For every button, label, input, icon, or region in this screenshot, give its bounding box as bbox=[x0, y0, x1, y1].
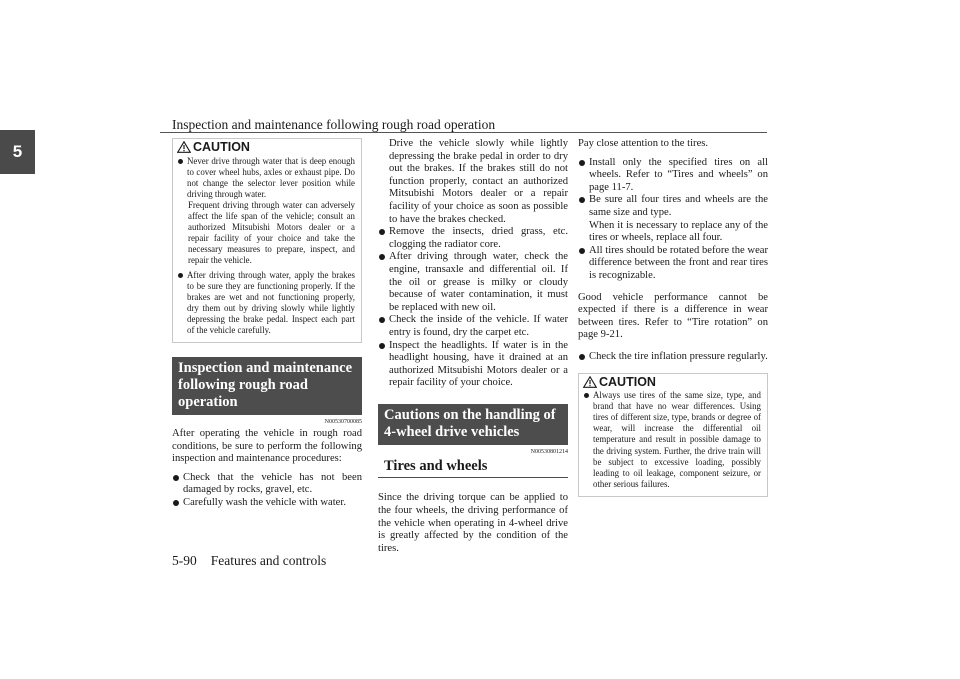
section-title: Inspection and maintenance following rough road operation bbox=[172, 357, 362, 415]
chapter-tab: 5 bbox=[0, 130, 35, 174]
caution-box-2 bbox=[578, 373, 768, 497]
warning-triangle-icon bbox=[583, 376, 597, 388]
list-item-text: When it is necessary to replace any of the tires or wheels, replace all four. bbox=[589, 219, 768, 244]
list-item-text: Check that the vehicle has not been damaged by rocks, gravel, etc. bbox=[183, 471, 362, 496]
list-item-text: Check the tire inflation pressure regularly. bbox=[589, 350, 768, 362]
bullet-icon bbox=[579, 197, 585, 203]
list-item-text: Install only the specified tires on all wheels. Refer to “Tires and wheels” on page 11-7. bbox=[589, 156, 768, 193]
reference-number: N00530801214 bbox=[530, 448, 568, 455]
caution-item bbox=[177, 156, 355, 200]
warning-triangle-icon bbox=[177, 141, 191, 153]
list-item-text: Carefully wash the vehicle with water. bbox=[183, 497, 346, 509]
paragraph: Since the driving torque can be applied to the four wheels, the driving performance of the vehicle when operating in 4-wheel drive is greatly affected by the condition of the tires. bbox=[378, 492, 568, 554]
bullet-icon bbox=[584, 393, 589, 398]
list-item-text: Check the inside of the vehicle. If water entry is found, dry the carpet etc. bbox=[389, 314, 568, 338]
caution-box-1 bbox=[172, 138, 362, 343]
subsection-title: Tires and wheels bbox=[378, 456, 568, 479]
footer-section: Features and controls bbox=[210, 553, 327, 568]
list-item bbox=[378, 226, 568, 251]
bullet-icon bbox=[173, 475, 179, 481]
page-number: 5-90 bbox=[172, 553, 197, 568]
list-item bbox=[378, 251, 568, 314]
page-footer bbox=[172, 553, 326, 569]
paragraph: Drive the vehicle slowly while lightly depressing the brake pedal in order to dry out the brakes. If the brakes still do not function properly, contact an authorized Mitsubishi Motors dealer or a repair facility of your choice as soon as possible to have the brakes checked. bbox=[389, 138, 568, 225]
list-item-text: After driving through water, check the engine, transaxle and differential oil. If the oil or grease is milky or cloudy because of water contamination, it must be replaced with new oil. bbox=[389, 251, 568, 313]
caution-header bbox=[583, 376, 761, 389]
caution-label: CAUTION bbox=[599, 374, 656, 389]
column-3 bbox=[578, 138, 768, 497]
list-item bbox=[578, 157, 768, 195]
section-title: Cautions on the handling of 4-wheel drive vehicles bbox=[378, 404, 568, 445]
column-2 bbox=[378, 138, 568, 555]
caution-text: Frequent driving through water can adversely affect the life span of the vehicle; consult an authorized Mitsubishi Motors dealer or a repair facility of your choice and take the necessary measures to prepare, inspect, and repair the vehicle. bbox=[188, 199, 355, 266]
caution-text: Never drive through water that is deep enough to cover wheel hubs, axles or exhaust pipe. Do not change the selector lever position while driving through water. bbox=[187, 155, 355, 199]
list-item bbox=[172, 472, 362, 497]
caution-text: Always use tires of the same size, type, and brand that have no wear differences. Using tires of different size, type, brands or degree of wear, will increase the differential oil temperature and result in possible damage to the driving system. Further, the drive train will be subject to excessive loading, possibly leading to oil leakage, component seizure, or other serious failures. bbox=[593, 390, 761, 489]
list-item bbox=[378, 314, 568, 339]
list-item bbox=[578, 245, 768, 283]
caution-header bbox=[177, 141, 355, 154]
bullet-icon bbox=[379, 343, 385, 349]
paragraph: Good vehicle performance cannot be expected if there is a difference in wear between tires. Refer to “Tire rotation” on page 9-21. bbox=[578, 291, 768, 341]
bullet-icon bbox=[579, 160, 585, 166]
list-item-text: Remove the insects, dried grass, etc. clogging the radiator core. bbox=[389, 226, 568, 250]
paragraph: After operating the vehicle in rough road conditions, be sure to perform the following inspection and maintenance procedures: bbox=[172, 428, 362, 465]
caution-item bbox=[583, 390, 761, 490]
caution-text: After driving through water, apply the brakes to be sure they are functioning properly. If the brakes are wet and not functioning properly, dry them out by driving slowly while lightly depressing the brake pedal. Inspect each part of the vehicle carefully. bbox=[187, 269, 355, 335]
bullet-icon bbox=[379, 229, 385, 235]
caution-label: CAUTION bbox=[193, 140, 250, 154]
page-header-title: Inspection and maintenance following rough road operation bbox=[172, 117, 496, 132]
bullet-icon bbox=[379, 254, 385, 260]
list-item bbox=[378, 340, 568, 390]
list-item-text: Inspect the headlights. If water is in the headlight housing, have it drained at an authorized Mitsubishi Motors dealer or a repair facility of your choice. bbox=[389, 339, 568, 389]
list-item bbox=[172, 497, 362, 510]
bullet-icon bbox=[178, 273, 183, 278]
bullet-icon bbox=[178, 159, 183, 164]
list-item-text: Be sure all four tires and wheels are the same size and type. bbox=[589, 194, 768, 218]
paragraph: Pay close attention to the tires. bbox=[578, 138, 709, 149]
list-item bbox=[578, 194, 768, 219]
reference-number: N00530700085 bbox=[324, 419, 362, 426]
list-item-text: All tires should be rotated before the wear difference between the front and rear tires is recognizable. bbox=[589, 244, 768, 281]
column-1 bbox=[172, 138, 362, 510]
bullet-icon bbox=[173, 500, 179, 506]
bullet-icon bbox=[579, 354, 585, 360]
caution-item bbox=[177, 270, 355, 337]
header-rule bbox=[160, 132, 767, 133]
bullet-icon bbox=[379, 317, 385, 323]
bullet-icon bbox=[579, 248, 585, 254]
list-item bbox=[578, 351, 768, 364]
